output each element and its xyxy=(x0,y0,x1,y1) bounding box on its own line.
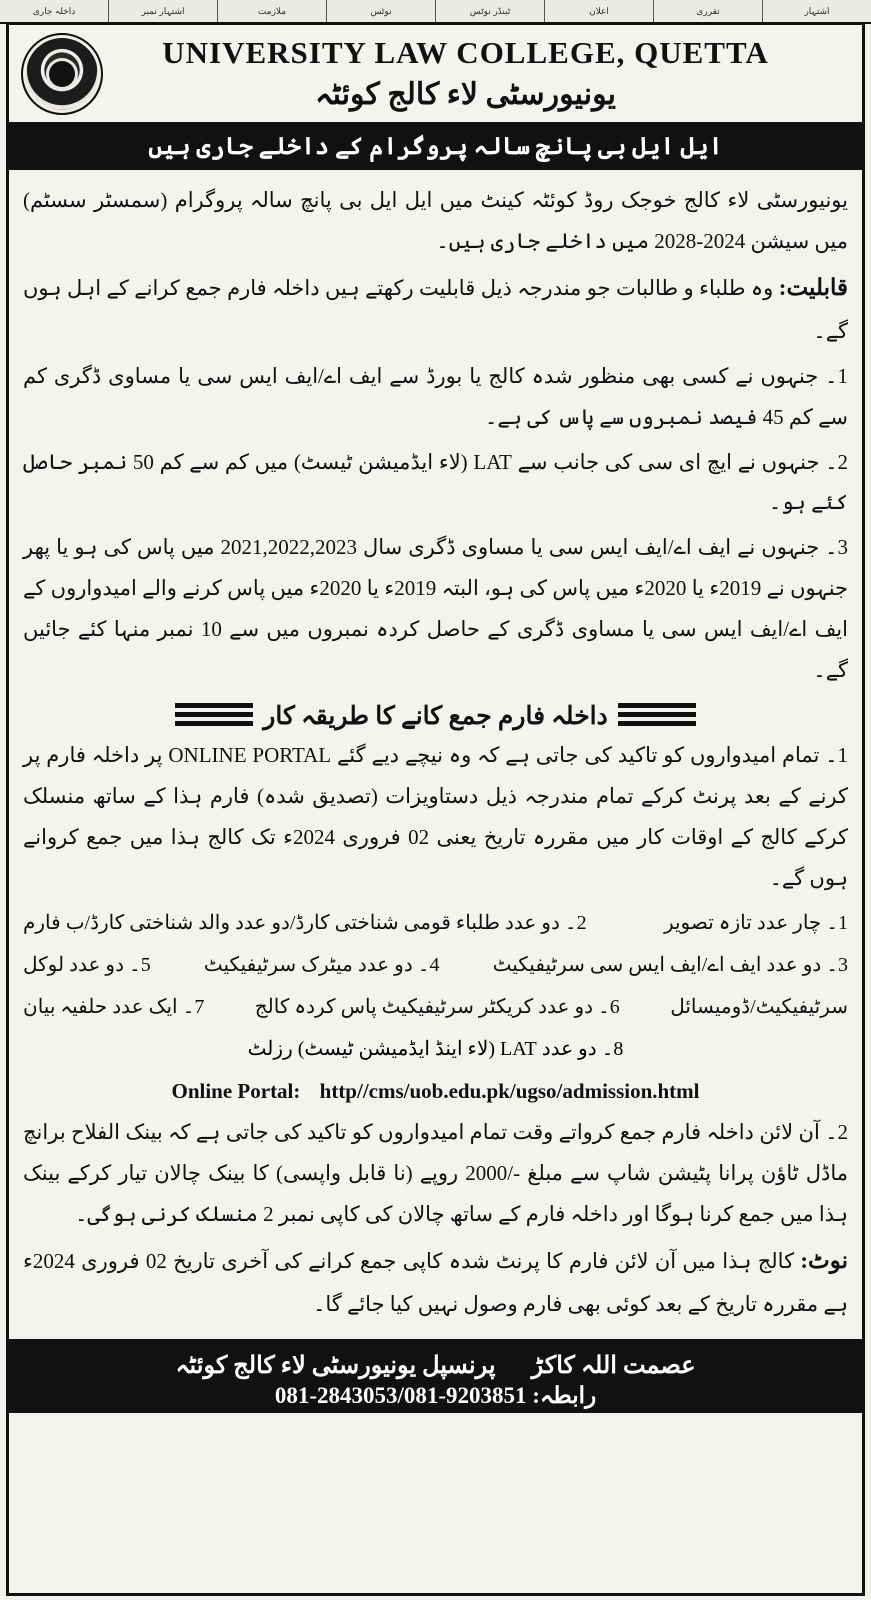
bars-decoration-icon xyxy=(175,703,253,729)
document-item: 2۔ دو عدد طلباء قومی شناختی کارڈ/دو عدد والد شناختی کارڈ/ب فارم xyxy=(23,911,587,934)
note-text: کالج ہذا میں آن لائن فارم کا پرنٹ شدہ کاپی جمع کرانے کی آخری تاریخ 02 فروری 2024ء ہے مقررہ تاریخ کے بعد کوئی بھی فارم وصول نہیں کیا جائے گا۔ xyxy=(23,1248,848,1316)
online-portal xyxy=(23,1079,848,1104)
adjacent-ad-cell: ملازمت xyxy=(218,0,327,22)
online-portal-label: Online Portal: xyxy=(171,1078,301,1103)
adjacent-ads-strip xyxy=(0,0,871,24)
document-item-last: 8۔ دو عدد LAT (لاء اینڈ ایڈمیشن ٹیسٹ) رزلٹ xyxy=(247,1037,624,1060)
procedure-heading-text: داخلہ فارم جمع کانے کا طریقہ کار xyxy=(263,703,608,731)
documents-row xyxy=(23,987,848,1027)
procedure-heading xyxy=(23,701,848,731)
eligibility-label: قابلیت: xyxy=(778,274,848,300)
footer-contact xyxy=(13,1383,858,1409)
documents-row xyxy=(23,903,848,943)
program-banner: ایل ایل بی پانچ سالہ پروگرام کے داخلے جاری ہیں xyxy=(9,125,862,170)
documents-row xyxy=(23,945,848,985)
adjacent-ad-cell: اشتہار xyxy=(804,5,830,16)
footer xyxy=(9,1345,862,1413)
principal-name: عصمت اللہ کاکڑ xyxy=(531,1352,696,1379)
header xyxy=(9,25,862,120)
adjacent-ad-cell: اعلان xyxy=(545,0,654,22)
adjacent-ad-cell: داخلہ جاری xyxy=(0,0,109,22)
adjacent-ad-cell: نوٹس xyxy=(327,0,436,22)
note-paragraph xyxy=(23,1239,848,1325)
document-item: 1۔ چار عدد تازہ تصویر xyxy=(663,911,848,934)
body xyxy=(9,170,862,1333)
principal-designation: پرنسپل یونیورسٹی لاء کالج کوئٹہ xyxy=(175,1352,496,1379)
eligibility-point-2: 2۔ جنہوں نے ایچ ای سی کی جانب سے LAT (لاء ایڈمیشن ٹیسٹ) میں کم سے کم 50 نمبر حاصل کئے ہو۔ xyxy=(23,449,849,515)
eligibility-point-1: 1۔ جنہوں نے کسی بھی منظور شدہ کالج یا بورڈ سے ایف اے/ایف ایس سی یا مساوی ڈگری کم سے کم 45 فیصد نمبروں سے پاس کی ہے۔ xyxy=(23,363,848,429)
online-portal-url[interactable]: http//cms/uob.edu.pk/ugso/admission.html xyxy=(319,1078,700,1103)
adjacent-ad-cell: تقرری xyxy=(654,0,763,22)
document-item: 6۔ دو عدد کریکٹر سرٹیفیکیٹ پاس کردہ کالج xyxy=(254,995,620,1018)
note-label: نوٹ: xyxy=(800,1247,848,1273)
document-item: 3۔ دو عدد ایف اے/ایف ایس سی سرٹیفیکیٹ xyxy=(492,953,848,976)
eligibility-point-3: 3۔ جنہوں نے ایف اے/ایف ایس سی یا مساوی ڈگری سال 2021,2022,2023 میں پاس کی ہو یا پھر جنہوں نے 2019ء یا 2020ء میں پاس کی ہو، البتہ 2019ء یا 2020ء میں پاس کرنے والے امیدواروں کے ایف اے/ایف ایس سی یا مساوی ڈگری کے حاصل کردہ نمبروں میں سے 10 نمبر منہا کئے جائیں گے۔ xyxy=(23,535,849,683)
eligibility-lead-text: وہ طلباء و طالبات جو مندرجہ ذیل قابلیت رکھتے ہیں داخلہ فارم جمع کرانے کے اہل ہوں گے۔ xyxy=(23,275,848,343)
eligibility-lead xyxy=(23,266,848,352)
document-item: سرٹیفیکیٹ/ڈومیسائل xyxy=(670,995,848,1018)
procedure-point-2: 2۔ آن لائن داخلہ فارم جمع کرواتے وقت تمام امیدواروں کو تاکید کی جاتی ہے کہ بینک الفلاح برانچ ماڈل ٹاؤن پرانا پٹیشن شاپ سے مبلغ -/2000 روپے (نا قابل واپسی) کا بینک چالان تیار کرکے بینک ہذا میں جمع کرنا ہوگا اور داخلہ فارم کے ساتھ چالان کی کاپی نمبر 2 منسلک کرنی ہوگی۔ xyxy=(23,1119,848,1226)
procedure-point-1: 1۔ تمام امیدواروں کو تاکید کی جاتی ہے کہ وہ نیچے دیے گئے ONLINE PORTAL پر داخلہ فارم پر کرنے کے بعد پرنٹ کرکے تمام مندرجہ ذیل دستاویزات (تصدیق شدہ) فارم ہذا کے ساتھ منسلک کرکے کالج کے اوقات کار میں مقررہ تاریخ یعنی 02 فروری 2024ء تک کالج ہذا میں جمع کروانے ہوں گے۔ xyxy=(23,743,849,890)
page-title-urdu: یونیورسٹی لاء کالج کوئٹہ xyxy=(315,78,616,111)
bars-decoration-icon xyxy=(618,703,696,729)
adjacent-ad-cell: اشتہار نمبر xyxy=(109,0,218,22)
footer-signature xyxy=(13,1351,858,1380)
adjacent-ad-cell: ٹینڈر نوٹس xyxy=(436,0,545,22)
university-seal-icon xyxy=(21,33,103,115)
intro-paragraph: یونیورسٹی لاء کالج خوجک روڈ کوئٹہ کینٹ میں ایل ایل بی پانچ سالہ پروگرام (سمسٹر سسٹم) میں سیشن 2024-2028 میں داخلے جاری ہیں۔ xyxy=(23,188,848,253)
document-item: 5۔ دو عدد لوکل xyxy=(23,953,151,976)
page-title-english: UNIVERSITY LAW COLLEGE, QUETTA xyxy=(162,35,769,70)
document-item: 7۔ ایک عدد حلفیہ بیان xyxy=(23,995,205,1018)
document-item: 4۔ دو عدد میٹرک سرٹیفیکیٹ xyxy=(203,953,440,976)
contact-phone[interactable]: 081-2843053/081-9203851 xyxy=(274,1382,527,1408)
advertisement-frame xyxy=(6,22,865,1596)
contact-label: رابطہ: xyxy=(532,1382,597,1408)
